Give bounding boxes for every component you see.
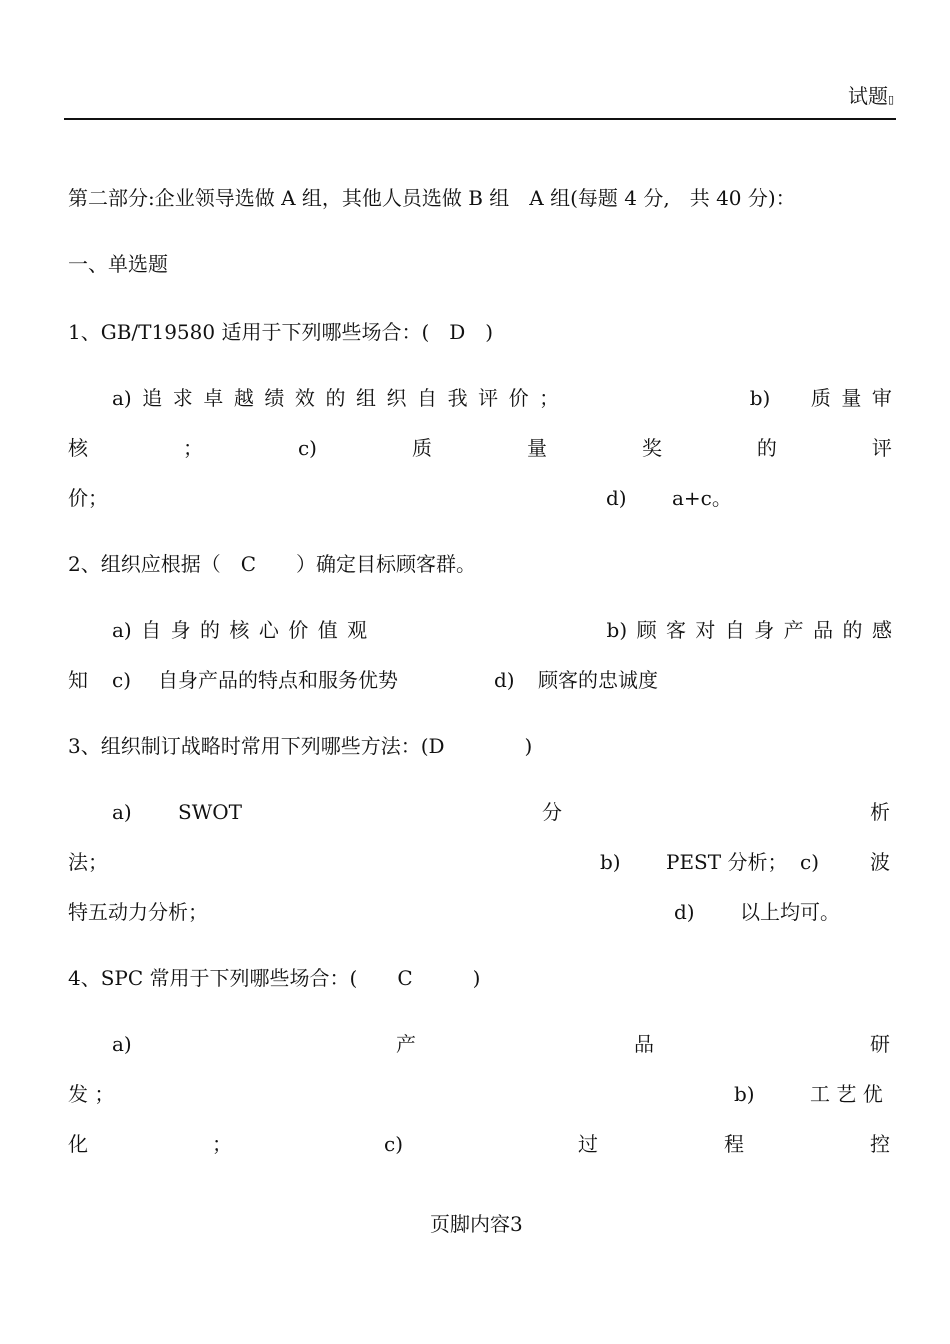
- word: 追: [142, 386, 163, 410]
- word: 价: [288, 618, 309, 642]
- word: 核: [68, 436, 88, 460]
- word: 观: [347, 618, 368, 642]
- word: ；: [182, 436, 203, 460]
- word: 织: [386, 386, 407, 410]
- option-text-a: SWOT: [178, 800, 242, 824]
- option-label-c: c): [112, 668, 132, 692]
- word: 评: [478, 386, 499, 410]
- word: 波: [870, 850, 890, 874]
- word: 分: [542, 800, 562, 824]
- option-label-d: d): [606, 486, 627, 510]
- option-label-c: c): [800, 850, 820, 874]
- option-text-d: 以上均可。: [740, 900, 840, 924]
- word: 奖: [641, 436, 662, 460]
- question-3-line-2-start: 法；: [68, 850, 108, 874]
- option-label-a: a): [112, 618, 132, 642]
- word: 对: [695, 618, 716, 642]
- section-subheading: 一、单选题: [68, 252, 168, 276]
- option-label-d: d): [674, 900, 695, 924]
- question-2-line-2-start: 知: [68, 668, 88, 692]
- word: 客: [665, 618, 686, 642]
- word: 的: [842, 618, 863, 642]
- option-text-d: 顾客的忠诚度: [538, 668, 658, 692]
- option-label-b: b): [749, 386, 771, 410]
- question-2-stem: 2、组织应根据（ C ）确定目标顾客群。: [68, 552, 477, 576]
- word: 量: [841, 386, 862, 410]
- word: 身: [754, 618, 775, 642]
- word: 感: [871, 618, 892, 642]
- word: 值: [317, 618, 338, 642]
- option-label-a: a): [112, 386, 132, 410]
- word: 研: [870, 1032, 890, 1056]
- question-1-line-2: [68, 438, 892, 464]
- word: ；: [212, 1132, 232, 1156]
- header-rule: [64, 118, 896, 120]
- word: 绩: [264, 386, 285, 410]
- word: 价: [508, 386, 529, 410]
- word: 过: [578, 1132, 598, 1156]
- word: 的: [756, 436, 777, 460]
- word: 组: [355, 386, 376, 410]
- word: 化: [68, 1132, 88, 1156]
- word: 控: [870, 1132, 890, 1156]
- option-label-d: d): [494, 668, 515, 692]
- word: ；: [539, 386, 560, 410]
- option-text-c: 自身产品的特点和服务优势: [158, 668, 398, 692]
- word: 我: [447, 386, 468, 410]
- word: 程: [724, 1132, 744, 1156]
- question-1-line-1: [112, 388, 892, 414]
- section-heading: 第二部分:企业领导选做 A 组，其他人员选做 B 组 A 组(每题 4 分, 共 40 分)：: [68, 186, 796, 210]
- page-footer: 页脚内容3: [430, 1212, 523, 1236]
- question-4-line-2-start: 发 ；: [68, 1082, 115, 1106]
- option-label-a: a): [112, 800, 132, 824]
- option-text-b: 工 艺 优: [810, 1082, 883, 1106]
- option-label-c: c): [297, 436, 317, 460]
- question-3-stem: 3、组织制订战略时常用下列哪些方法：(D ): [68, 734, 533, 758]
- option-label-b: b): [734, 1082, 755, 1106]
- word: 评: [871, 436, 892, 460]
- option-label-b: b): [600, 850, 621, 874]
- word: 析: [870, 800, 890, 824]
- option-label-a: a): [112, 1032, 132, 1056]
- question-1-line-3-start: 价；: [68, 486, 108, 510]
- word: 身: [170, 618, 191, 642]
- word: 产: [783, 618, 804, 642]
- header-title: 试题▯: [848, 84, 895, 108]
- option-text-c: 特五动力分析；: [68, 900, 208, 924]
- word: 自: [141, 618, 162, 642]
- word: 自: [417, 386, 438, 410]
- word: 的: [325, 386, 346, 410]
- word: 量: [526, 436, 547, 460]
- option-label-c: c): [384, 1132, 404, 1156]
- option-text-b: PEST 分析；: [666, 850, 788, 874]
- word: 越: [233, 386, 254, 410]
- word: 核: [229, 618, 250, 642]
- question-2-line-1: [112, 620, 892, 646]
- word: 求: [172, 386, 193, 410]
- word: 的: [200, 618, 220, 642]
- option-label-b: b): [606, 618, 628, 642]
- word: 卓: [203, 386, 224, 410]
- question-4-stem: 4、SPC 常用于下列哪些场合：( C ): [68, 966, 481, 990]
- option-text-d: a+c。: [672, 486, 732, 510]
- word: 效: [294, 386, 315, 410]
- word: 品: [813, 618, 834, 642]
- word: 品: [634, 1032, 654, 1056]
- word: 质: [411, 436, 432, 460]
- word: 顾: [636, 618, 657, 642]
- word: 心: [258, 618, 279, 642]
- question-1-stem: 1、GB/T19580 适用于下列哪些场合：( D ): [68, 320, 494, 344]
- word: 自: [724, 618, 745, 642]
- word: 产: [396, 1032, 416, 1056]
- word: 审: [871, 386, 892, 410]
- word: 质: [810, 386, 831, 410]
